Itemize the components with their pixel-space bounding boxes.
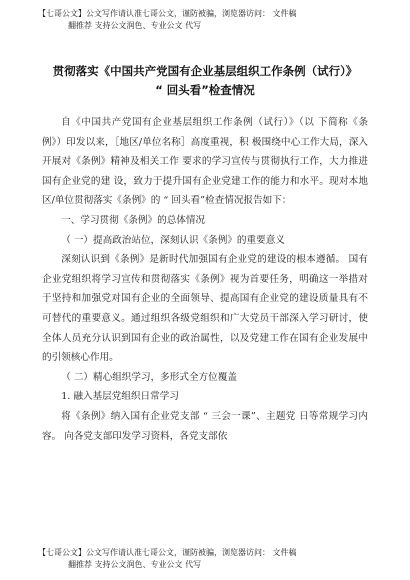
subsection-heading-2: （ 二）精心组织学习，多形式全方位覆盖 xyxy=(61,371,237,383)
document-body xyxy=(42,113,368,446)
title-line-1: 贯彻落实《中国共产党国有企业基层组织工作条例（试行）》 xyxy=(52,64,358,78)
body-paragraph-2: 将《条例》纳入国有企业党支部 “ 三会一课”、主题党 日等常规学习内容。 向各党支部印发学习资料，各党支部依 xyxy=(42,410,368,442)
body-paragraph-1: 深刻认识到《条例》是新时代加强国有企业党的建设的根本遵循。 国有企业党组织将学习宣传和贯彻落实《条例》视为首要任务，明确这一举措对于坚持和加强党对国有企业的全面领导、提高国有企业党的建设质量具有不可替代的重要意义。通过组织各级党组织和广大党员干部深入学习研讨，使全体人员充分认识到国有企业的政治属性，以及党建工作在国有企业发展中的引领核心作用。 xyxy=(42,254,368,364)
footer-note-line-2: 翻推荐 支持公文润色、专业公文 代写 xyxy=(68,560,202,569)
item-heading-1: 1. 融入基层党组织日常学习 xyxy=(61,391,179,403)
header-watermark-note xyxy=(38,8,398,32)
header-note-line-2: 翻推荐 支持公文润色、专业公文 代写 xyxy=(68,21,202,30)
footer-watermark-note xyxy=(38,547,398,571)
footer-note-line-1: 【七哥公文】公文写作请认准七哥公文，谨防被骗，浏览器访问： 文件稿 xyxy=(38,548,297,557)
subsection-heading-1: （ 一）提高政治站位，深刻认识《条例》的重要意义 xyxy=(61,234,285,246)
intro-paragraph: 自《中国共产党国有企业基层组织工作条例（试行）》（以 下简称《条例》）印发以来，［地区/单位名称］高度重视，积 极围绕中心工作大局，深入开展对《条例》精神及相关工作 要求的学习宣传与贯彻执行工作，大力推进国有企业党的建 设，致力于提升国有企业党建工作的能力和水平。现对本地 区/单位贯彻落实《条例》的 “ 回头看”检查情况报告如下： xyxy=(42,117,368,207)
document-title xyxy=(40,62,370,100)
section-heading-1: 一、学习贯彻《条例》的总体情况 xyxy=(61,214,206,226)
title-line-2: “ 回头看”检查情况 xyxy=(155,83,255,97)
header-note-line-1: 【七哥公文】公文写作请认准七哥公文，谨防被骗，浏览器访问： 文件稿 xyxy=(38,9,297,18)
